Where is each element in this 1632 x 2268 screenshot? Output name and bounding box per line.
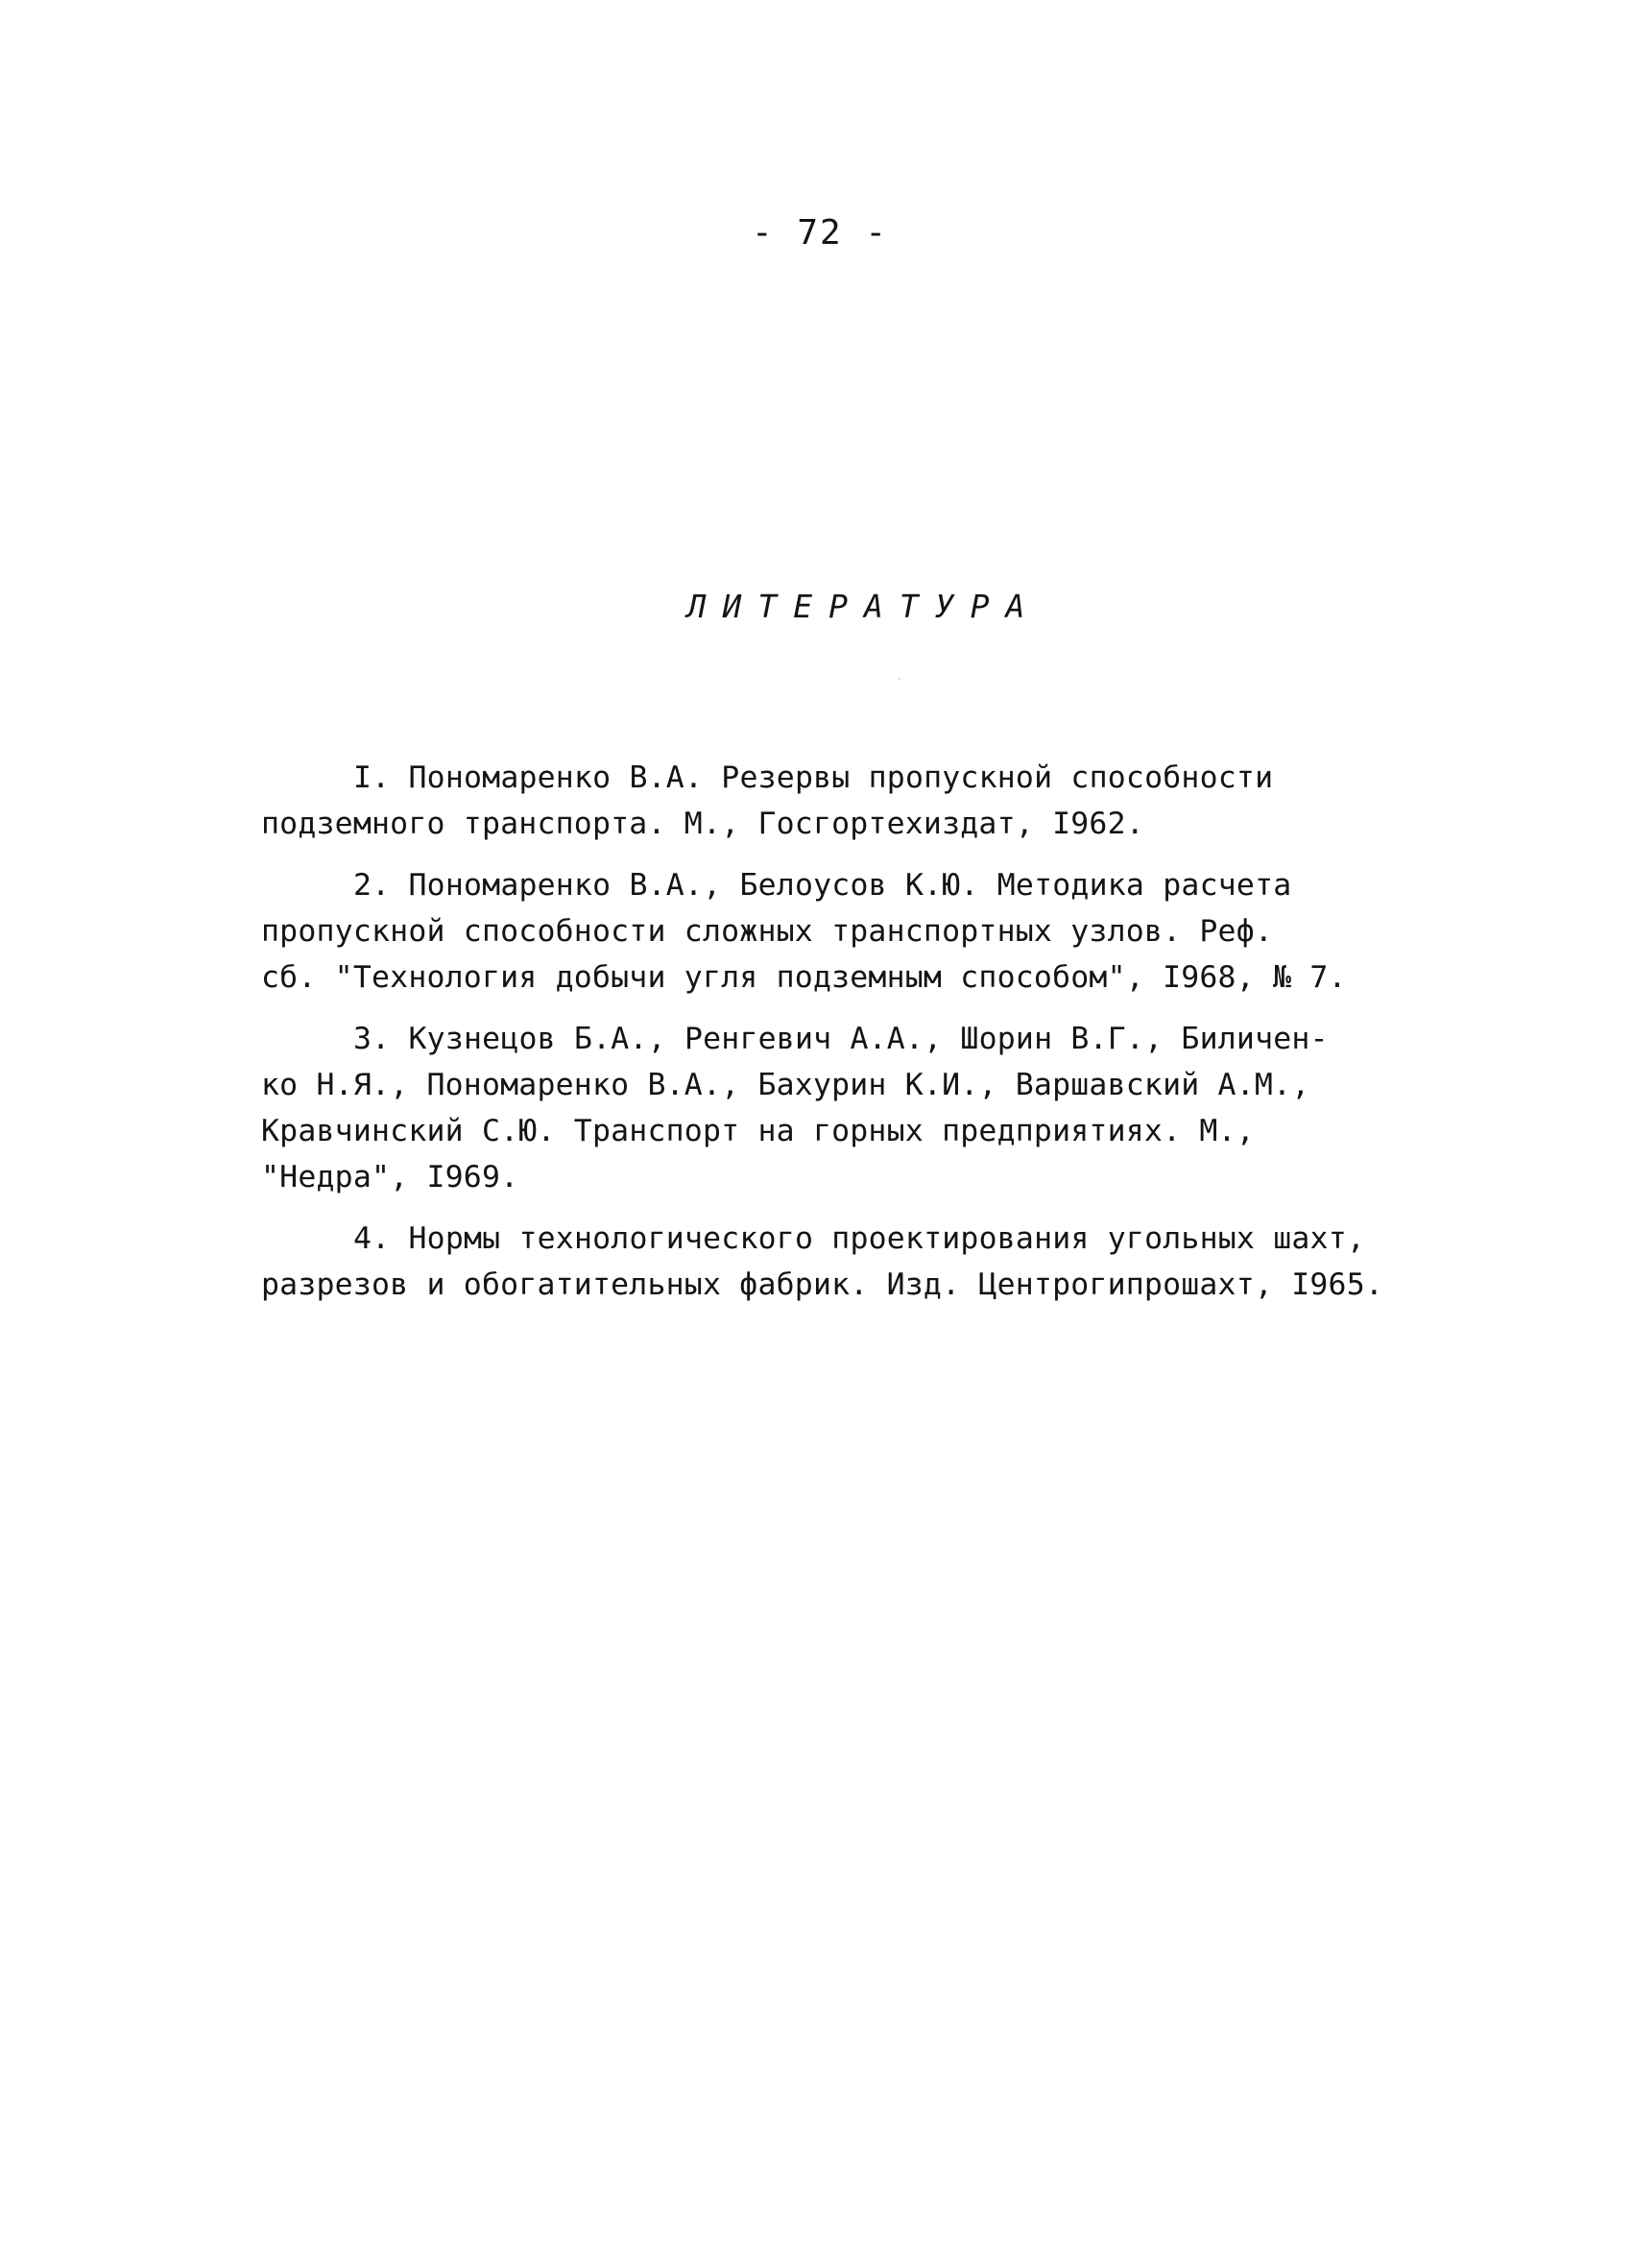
reference-line: 2. Пономаренко В.А., Белоусов К.Ю. Методика расчета (353, 868, 1292, 903)
reference-line: разрезов и обогатительных фабрик. Изд. Центрогипрошахт, I965. (261, 1267, 1384, 1302)
reference-line: 4. Нормы технологического проектирования угольных шахт, (353, 1221, 1366, 1256)
reference-item (261, 1016, 1413, 1200)
reference-line: Кравчинский С.Ю. Транспорт на горных предприятиях. М., (261, 1114, 1255, 1148)
reference-list (261, 755, 1413, 1323)
page-number: - 72 - (751, 213, 889, 253)
reference-line: сб. "Технология добычи угля подземным способом", I968, № 7. (261, 960, 1347, 995)
reference-line: подземного транспорта. М., Госгортехиздат, I962. (261, 807, 1144, 841)
reference-line: пропускной способности сложных транспортных узлов. Реф. (261, 914, 1274, 949)
reference-item (261, 1216, 1413, 1308)
reference-line: "Недра", I969. (261, 1160, 519, 1194)
reference-line: I. Пономаренко В.А. Резервы пропускной способности (353, 760, 1274, 795)
reference-line: ко Н.Я., Пономаренко В.А., Бахурин К.И., Варшавский А.М., (261, 1068, 1310, 1102)
reference-item (261, 862, 1413, 1001)
reference-line: 3. Кузнецов Б.А., Ренгевич А.А., Шорин В.Г., Биличен- (353, 1022, 1329, 1056)
reference-item (261, 755, 1413, 847)
references-heading: ЛИТЕРАТУРА (686, 588, 1042, 625)
scan-speck (899, 678, 900, 680)
